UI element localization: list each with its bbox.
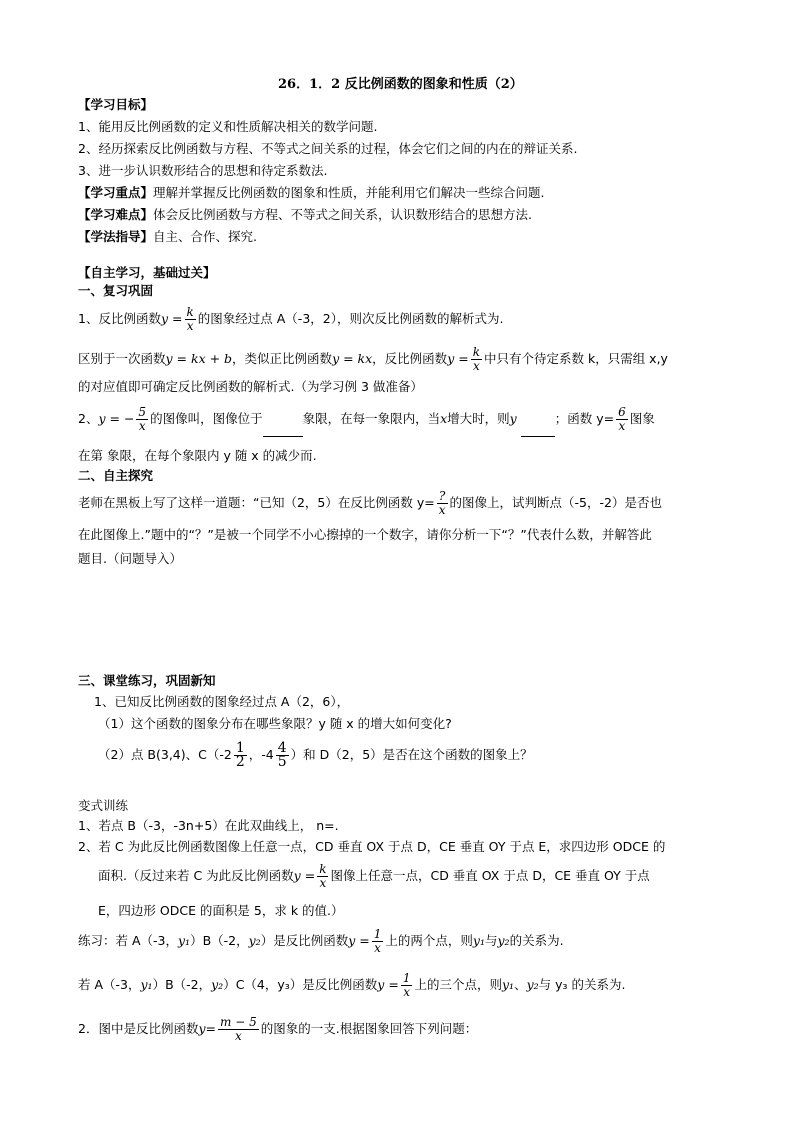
denominator: x [403, 985, 411, 999]
note-d: 中只有个待定系数 k，只需组 x,y [484, 351, 668, 366]
difficulty [78, 206, 532, 224]
numerator: m − 5 [220, 1015, 257, 1029]
e2-e: 、 [514, 977, 527, 992]
explore-a: 老师在黑板上写了这样一道题：“已知（2，5）在反比例函数 y= [78, 495, 435, 510]
objectives-header: 【学习目标】 [78, 97, 154, 112]
review-q2-line2: 在第 象限，在每个象限内 y 随 x 的减少而. [78, 448, 317, 463]
key-label: 【学习重点】 [78, 185, 154, 200]
denominator: x [472, 359, 480, 373]
math-y1: y₁ [178, 933, 191, 948]
explore-line3: 题目.（问题导入） [78, 551, 182, 566]
numerator: 1 [373, 927, 382, 941]
explore-b: 的图像上，试判断点（-5，-2）是否也 [449, 495, 662, 510]
key-points [78, 184, 545, 202]
v2-a: 面积.（反过来若 C 为此反比例函数 [98, 868, 294, 883]
numerator: 6 [618, 405, 626, 419]
math-y: y [198, 1021, 206, 1036]
guide-label: 【学法指导】 [78, 229, 154, 244]
fraction-1-over-2 [234, 742, 247, 769]
denominator: x [374, 941, 381, 955]
fraction-1-over-x [401, 972, 413, 999]
objective-3: 3、进一步认识数形结合的思想和待定系数法. [78, 163, 328, 178]
self-study-header: 【自主学习，基础过关】 [78, 265, 216, 280]
numerator: k [472, 345, 480, 359]
q2-d: ；函数 y= [554, 411, 615, 426]
e2-c: ）C（4，y₃）是反比例函数 [223, 977, 378, 992]
math-y2: y₂ [497, 933, 510, 948]
denominator: x [186, 319, 194, 333]
sub2-a: （2）点 B(3,4)、C（-2 [98, 747, 232, 762]
math-neg-eq: = − [109, 411, 135, 426]
key-text: 理解并掌握反比例函数的图象和性质，并能利用它们解决一些综合问题. [153, 185, 545, 200]
math-eq: = [359, 933, 370, 948]
sub2-b: ，-4 [248, 747, 274, 762]
e1-b: ）B（-2， [190, 933, 249, 948]
numerator: 5 [138, 405, 147, 419]
math-y: y [447, 351, 455, 366]
explore-header: 二、自主探究 [78, 468, 154, 483]
variant-1: 1、若点 B（-3，-3n+5）在此双曲线上， n=. [78, 818, 339, 833]
review-q2 [78, 402, 655, 437]
linear-function: y = kx + b [165, 351, 233, 366]
math-y2: y₂ [248, 933, 261, 948]
fraction-q-over-x [437, 490, 448, 517]
e1-a: 练习：若 A（-3， [78, 933, 178, 948]
sub2-c: ）和 D（2，5）是否在这个函数的图象上？ [290, 747, 533, 762]
exercise-2 [78, 966, 626, 1004]
denominator: x [138, 419, 146, 433]
math-eq: = [304, 868, 316, 883]
review-q1-suffix: 的图象经过点 A（-3，2），则次反比例函数的解析式为. [197, 311, 504, 326]
explore-line1 [78, 486, 662, 520]
q2-prefix: 2、 [78, 411, 99, 426]
numerator: 1 [235, 740, 245, 756]
fraction-m5-over-x [218, 1016, 259, 1043]
e1-e: 与 [484, 933, 498, 948]
fraction-6-over-x [616, 406, 628, 433]
variant-header: 变式训练 [78, 798, 129, 813]
math-y2: y₂ [211, 977, 224, 992]
math-y: y [377, 977, 385, 992]
fraction-k-over-x [317, 863, 328, 890]
answer-blank[interactable] [263, 402, 303, 437]
q2-b: 的图象的一支.根据图象回答下列问题： [260, 1021, 478, 1036]
math-eq: = [388, 977, 399, 992]
math-y: y [293, 868, 301, 883]
practice-q1-sub1: （1）这个函数的图象分布在哪些象限？y 随 x 的增大如何变化? [98, 716, 452, 731]
fraction-k-over-x [185, 306, 196, 333]
e2-d: 上的三个点，则 [414, 977, 502, 992]
variant-2-line1: 2、若 C 为此反比例函数图像上任意一点，CD 垂直 OX 于点 D，CE 垂直 OY 于点 E，求四边形 ODCE 的 [78, 839, 666, 854]
math-y1: y₁ [140, 977, 153, 992]
math-x: x [440, 411, 448, 426]
practice-header: 三、课堂练习，巩固新知 [78, 673, 216, 688]
fraction-1-over-x [372, 928, 384, 955]
e1-d: 上的两个点，则 [385, 933, 473, 948]
math-eq: = [172, 311, 183, 326]
denominator: x [319, 876, 327, 890]
denominator: x [618, 419, 626, 433]
q2-a: 2．图中是反比例函数 [78, 1021, 199, 1036]
math-y2: y₂ [526, 977, 539, 992]
numerator: 4 [277, 740, 287, 756]
practice-q1: 1、已知反比例函数的图象经过点 A（2，6）， [94, 694, 350, 709]
math-y: y [98, 411, 106, 426]
denominator: 2 [235, 754, 245, 770]
practice-q1-sub2 [98, 736, 533, 774]
math-eq: = [458, 351, 469, 366]
fraction-4-over-5 [276, 742, 289, 769]
e2-a: 若 A（-3， [78, 977, 141, 992]
e2-b: ）B（-2， [152, 977, 212, 992]
math-eq: = [205, 1021, 217, 1036]
guide-text: 自主、合作、探究. [153, 229, 257, 244]
difficulty-label: 【学习难点】 [78, 207, 154, 222]
q2-c: 增大时，则 [447, 411, 510, 426]
question-2 [78, 1010, 477, 1048]
math-y: y [160, 311, 169, 326]
note-b: ，类似正比例函数 [232, 351, 333, 366]
numerator: k [186, 305, 194, 319]
page-title: 26．1．2 反比例函数的图象和性质（2） [278, 77, 523, 92]
review-header: 一、复习巩固 [78, 283, 154, 298]
v2-b: 图像上任意一点，CD 垂直 OX 于点 D，CE 垂直 OY 于点 [330, 868, 650, 883]
review-q1-prefix: 1、反比例函数 [78, 311, 161, 326]
review-note-line2: 的对应值即可确定反比例函数的解析式.（为学习例 3 做准备） [78, 379, 423, 394]
review-note-line1 [78, 342, 668, 376]
note-a: 区别于一次函数 [78, 351, 166, 366]
q2-e: 图象 [629, 411, 655, 426]
objective-1: 1、能用反比例函数的定义和性质解决相关的数学问题. [78, 119, 378, 134]
e1-f: 的关系为. [509, 933, 564, 948]
difficulty-text: 体会反比例函数与方程、不等式之间关系，认识数形结合的思想方法. [153, 207, 532, 222]
variant-2-line3: E，四边形 ODCE 的面积是 5，求 k 的值.） [98, 903, 344, 918]
math-y: y [509, 411, 517, 426]
variant-2-line2 [98, 857, 650, 895]
review-q1 [78, 302, 503, 336]
objective-2: 2、经历探索反比例函数与方程、不等式之间关系的过程，体会它们之间的内在的辩证关系. [78, 141, 578, 156]
numerator: k [319, 862, 327, 876]
e2-f: 与 y₃ 的关系为. [538, 977, 626, 992]
fraction-5-over-x [136, 406, 148, 433]
e1-c: ）是反比例函数 [260, 933, 349, 948]
note-c: ，反比例函数 [372, 351, 448, 366]
answer-blank[interactable] [521, 402, 555, 437]
math-y1: y₁ [501, 977, 515, 992]
math-y1: y₁ [472, 933, 485, 948]
denominator: x [234, 1029, 242, 1043]
method-guide [78, 228, 257, 246]
explore-line2: 在此图像上.”题中的“？”是被一个同学不小心擦掉的一个数字，请你分析一下“？”代表什么数，并解答此 [78, 527, 652, 542]
numerator: ? [437, 490, 448, 504]
q2-a: 的图像叫，图像位于 [150, 411, 263, 426]
math-y: y [348, 933, 356, 948]
numerator: 1 [402, 971, 411, 985]
proportional-function: y = kx [332, 351, 373, 366]
denominator: x [438, 503, 446, 517]
q2-b: 象限，在每一象限内，当 [302, 411, 441, 426]
denominator: 5 [277, 754, 287, 770]
fraction-k-over-x [471, 346, 482, 373]
exercise-1 [78, 922, 564, 960]
